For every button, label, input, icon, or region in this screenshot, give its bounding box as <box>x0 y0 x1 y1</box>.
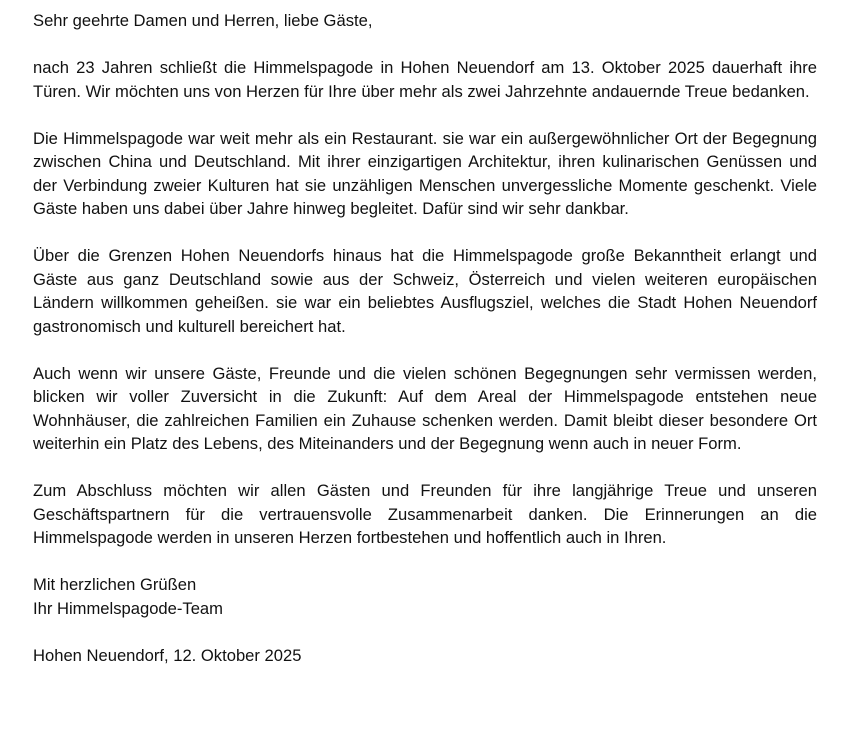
paragraph-closure-announcement: nach 23 Jahren schließt die Himmelspagode in Hohen Neuendorf am 13. Oktober 2025 dauerhaft ihre Türen. Wir möchten uns von Herzen für Ihre über mehr als zwei Jahrzehnte andauernde Treue bedanken. <box>33 58 817 101</box>
paragraph-future: Auch wenn wir unsere Gäste, Freunde und die vielen schönen Begegnungen sehr vermissen werden, blicken wir voller Zuversicht in die Zukunft: Auf dem Areal der Himmelspagode entstehen neue Wohnhäuser, die zahlreichen Familien ein Zuhause schenken werden. Damit bleibt dieser besondere Ort weiterhin ein Platz des Lebens, des Miteinanders und der Begegnung wenn auch in neuer Form. <box>33 363 817 453</box>
closing-greeting: Mit herzlichen Grüßen <box>33 575 197 594</box>
closing-signature: Ihr Himmelspagode-Team <box>33 598 223 618</box>
closing <box>33 573 817 620</box>
salutation: Sehr geehrte Damen und Herren, liebe Gäste, <box>33 11 373 30</box>
paragraph-thanks: Zum Abschluss möchten wir allen Gästen und Freunden für ihre langjährige Treue und unseren Geschäftspartnern für die vertrauensvolle Zusammenarbeit danken. Die Erinnerungen an die Himmelspagode werden in unseren Herzen fortbestehen und hoffentlich auch in Ihren. <box>33 481 817 547</box>
paragraph-restaurant-history: Die Himmelspagode war weit mehr als ein Restaurant. sie war ein außergewöhnlicher Ort der Begegnung zwischen China und Deutschland. Mit ihrer einzigartigen Architektur, ihren kulinarischen Genüssen und der Verbindung zweier Kulturen hat sie unzähligen Menschen unvergessliche Momente geschenkt. Viele Gäste haben uns dabei über Jahre hinweg begleitet. Dafür sind wir sehr dankbar. <box>33 128 817 218</box>
paragraph-reputation: Über die Grenzen Hohen Neuendorfs hinaus hat die Himmelspagode große Bekanntheit erlangt und Gäste aus ganz Deutschland sowie aus der Schweiz, Österreich und vielen weiteren europäischen Ländern willkommen geheißen. sie war ein beliebtes Ausflugsziel, welches die Stadt Hohen Neuendorf gastronomisch und kulturell bereichert hat. <box>33 246 817 336</box>
letter <box>33 9 817 667</box>
place-date: Hohen Neuendorf, 12. Oktober 2025 <box>33 645 302 665</box>
